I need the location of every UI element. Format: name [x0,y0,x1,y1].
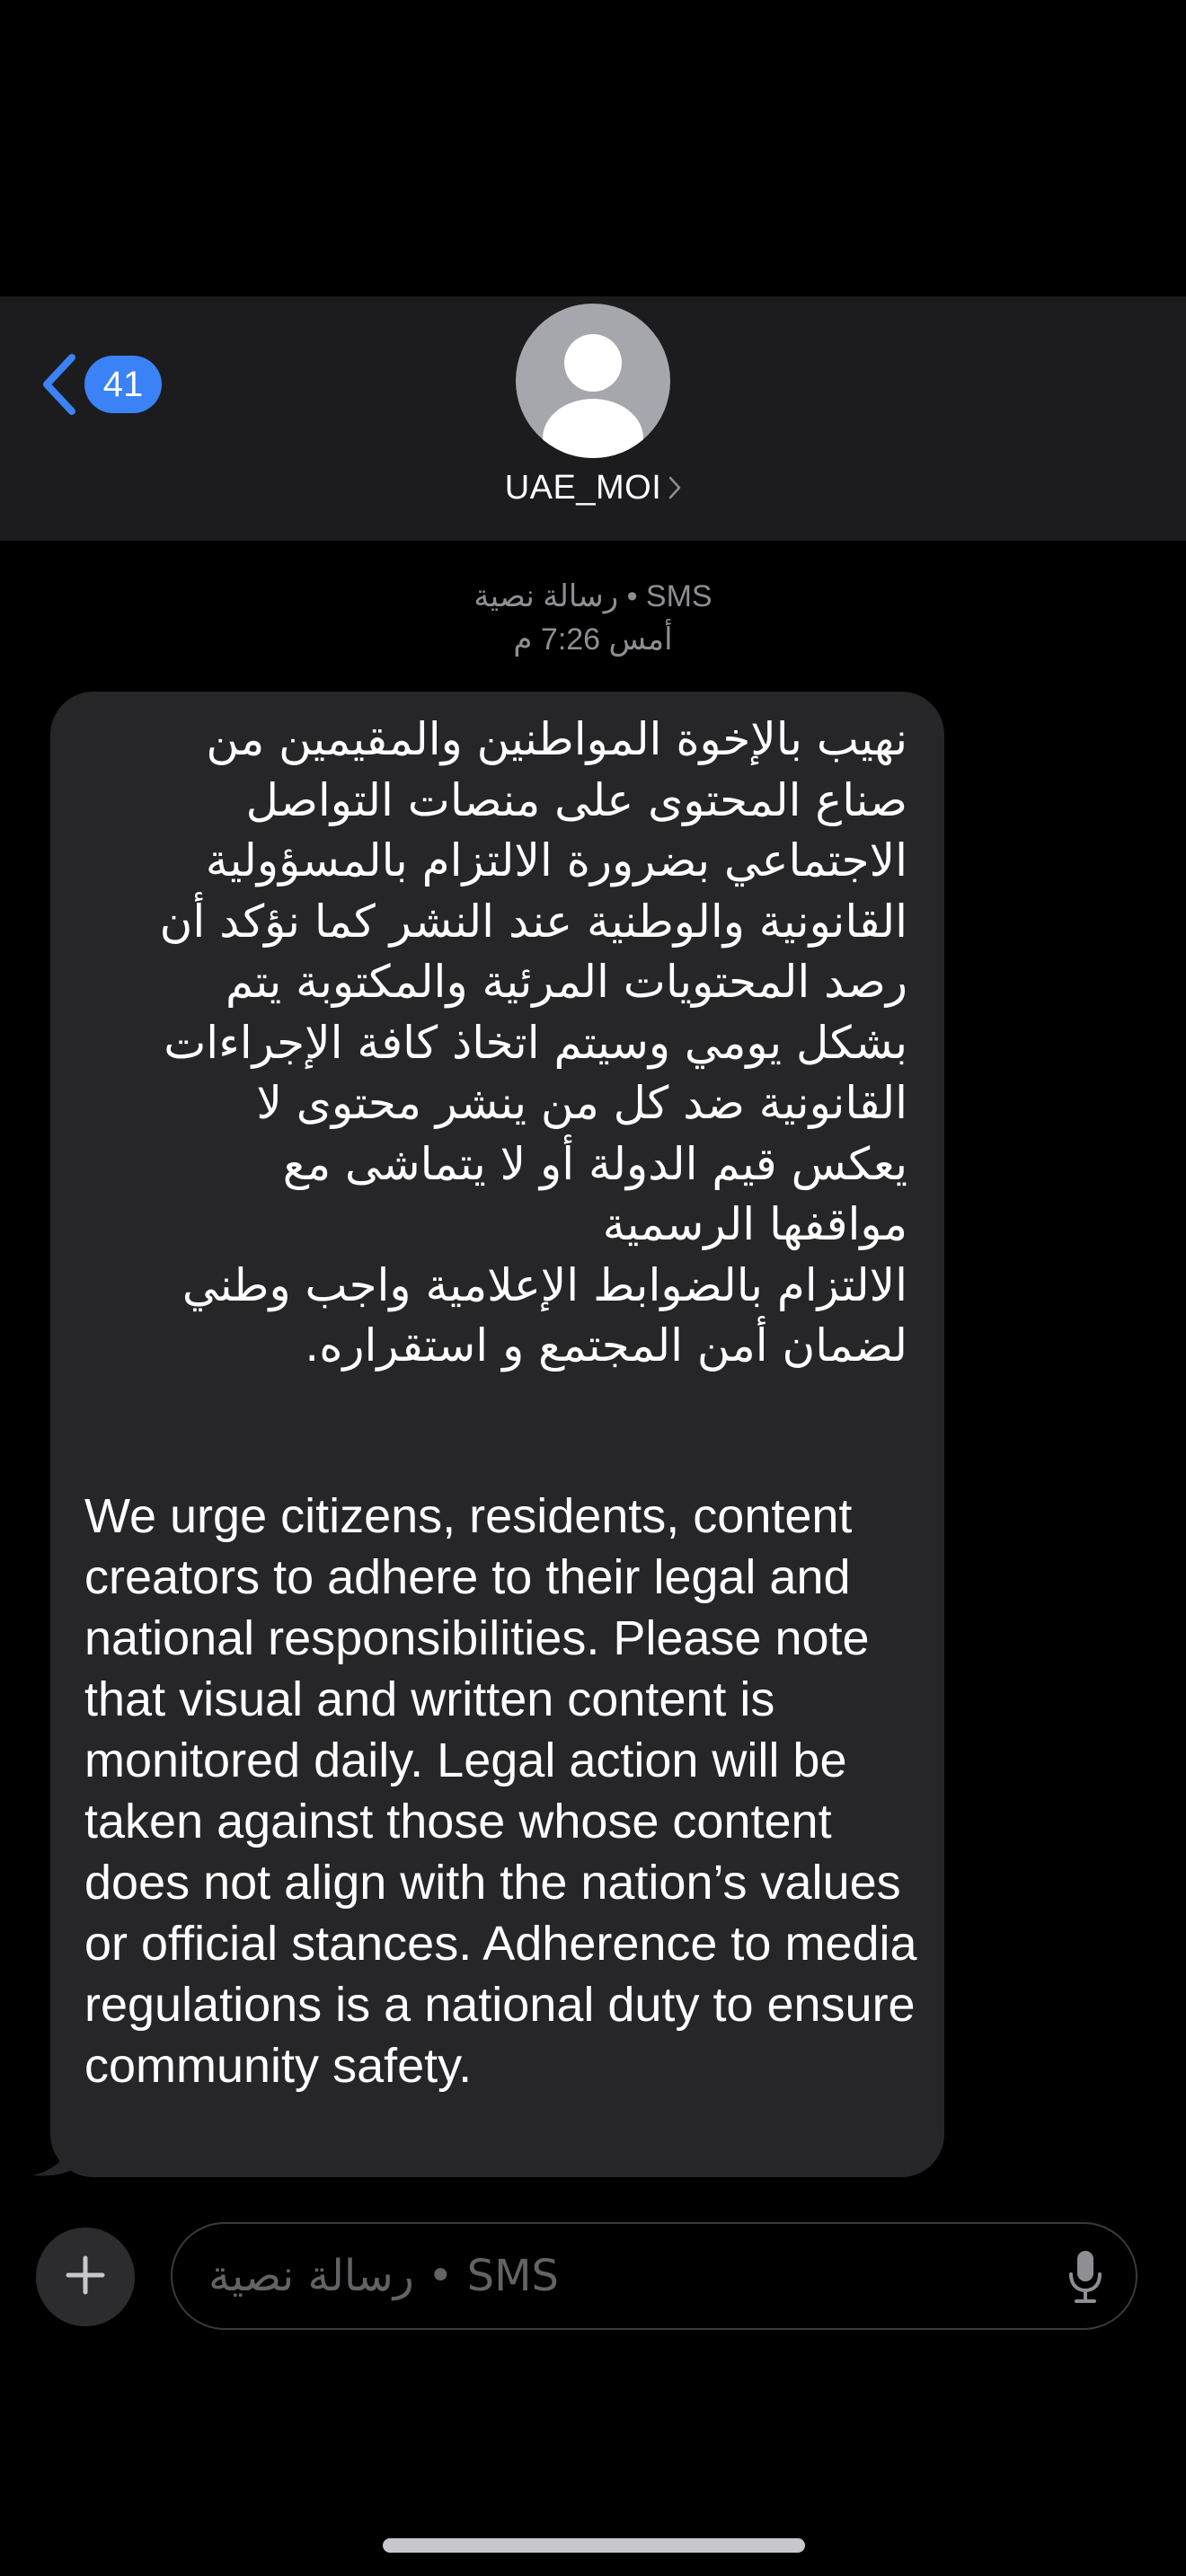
contact-name: UAE_MOI [504,469,662,507]
contact-avatar[interactable] [516,304,670,458]
back-button[interactable] [40,340,162,429]
message-input[interactable] [171,2222,1137,2330]
add-attachment-button[interactable] [36,2228,135,2326]
chevron-left-icon [40,352,79,417]
channel-label: رسالة نصية • SMS [474,579,712,613]
status-area [0,0,1186,296]
contact-name-button[interactable] [0,469,1186,508]
message-text-english: We urge citizens, residents, content creators to adhere to their legal and national responsibilities. Please note that visual and written content is monitored daily. Legal action will be taken against those whose content does not align with the nation’s values or official stances. Adherence to media regulations is a national duty to ensure community safety. [84,1489,917,2093]
plus-icon [65,2254,106,2300]
microphone-icon[interactable] [1067,2249,1103,2309]
person-icon [516,304,670,458]
home-indicator[interactable] [383,2538,805,2553]
bubble-tail [32,2138,86,2177]
message-input-placeholder: رسالة نصية • SMS [208,2251,560,2301]
unread-count-badge: 41 [84,356,162,413]
chevron-right-icon [668,470,681,508]
message-timestamp: أمس 7:26 م [513,622,673,657]
conversation-meta [0,575,1186,661]
message-text-arabic: نهيب بالإخوة المواطنين والمقيمين من صناع المحتوى على منصات التواصل الاجتماعي بضرورة الالتزام بالمسؤولية القانونية والوطنية عند النشر كما نؤكد أن رصد المحتويات المرئية والمكتوبة يتم بشكل يومي وسيتم اتخاذ كافة الإجراءات القانونية ضد كل من ينشر محتوى لا يعكس قيم الدولة أو لا يتماشى مع مواقفها الرسمية الالتزام بالضوابط الإعلامية واجب وطني لضمان أمن المجتمع و استقراره. [159,713,907,1372]
